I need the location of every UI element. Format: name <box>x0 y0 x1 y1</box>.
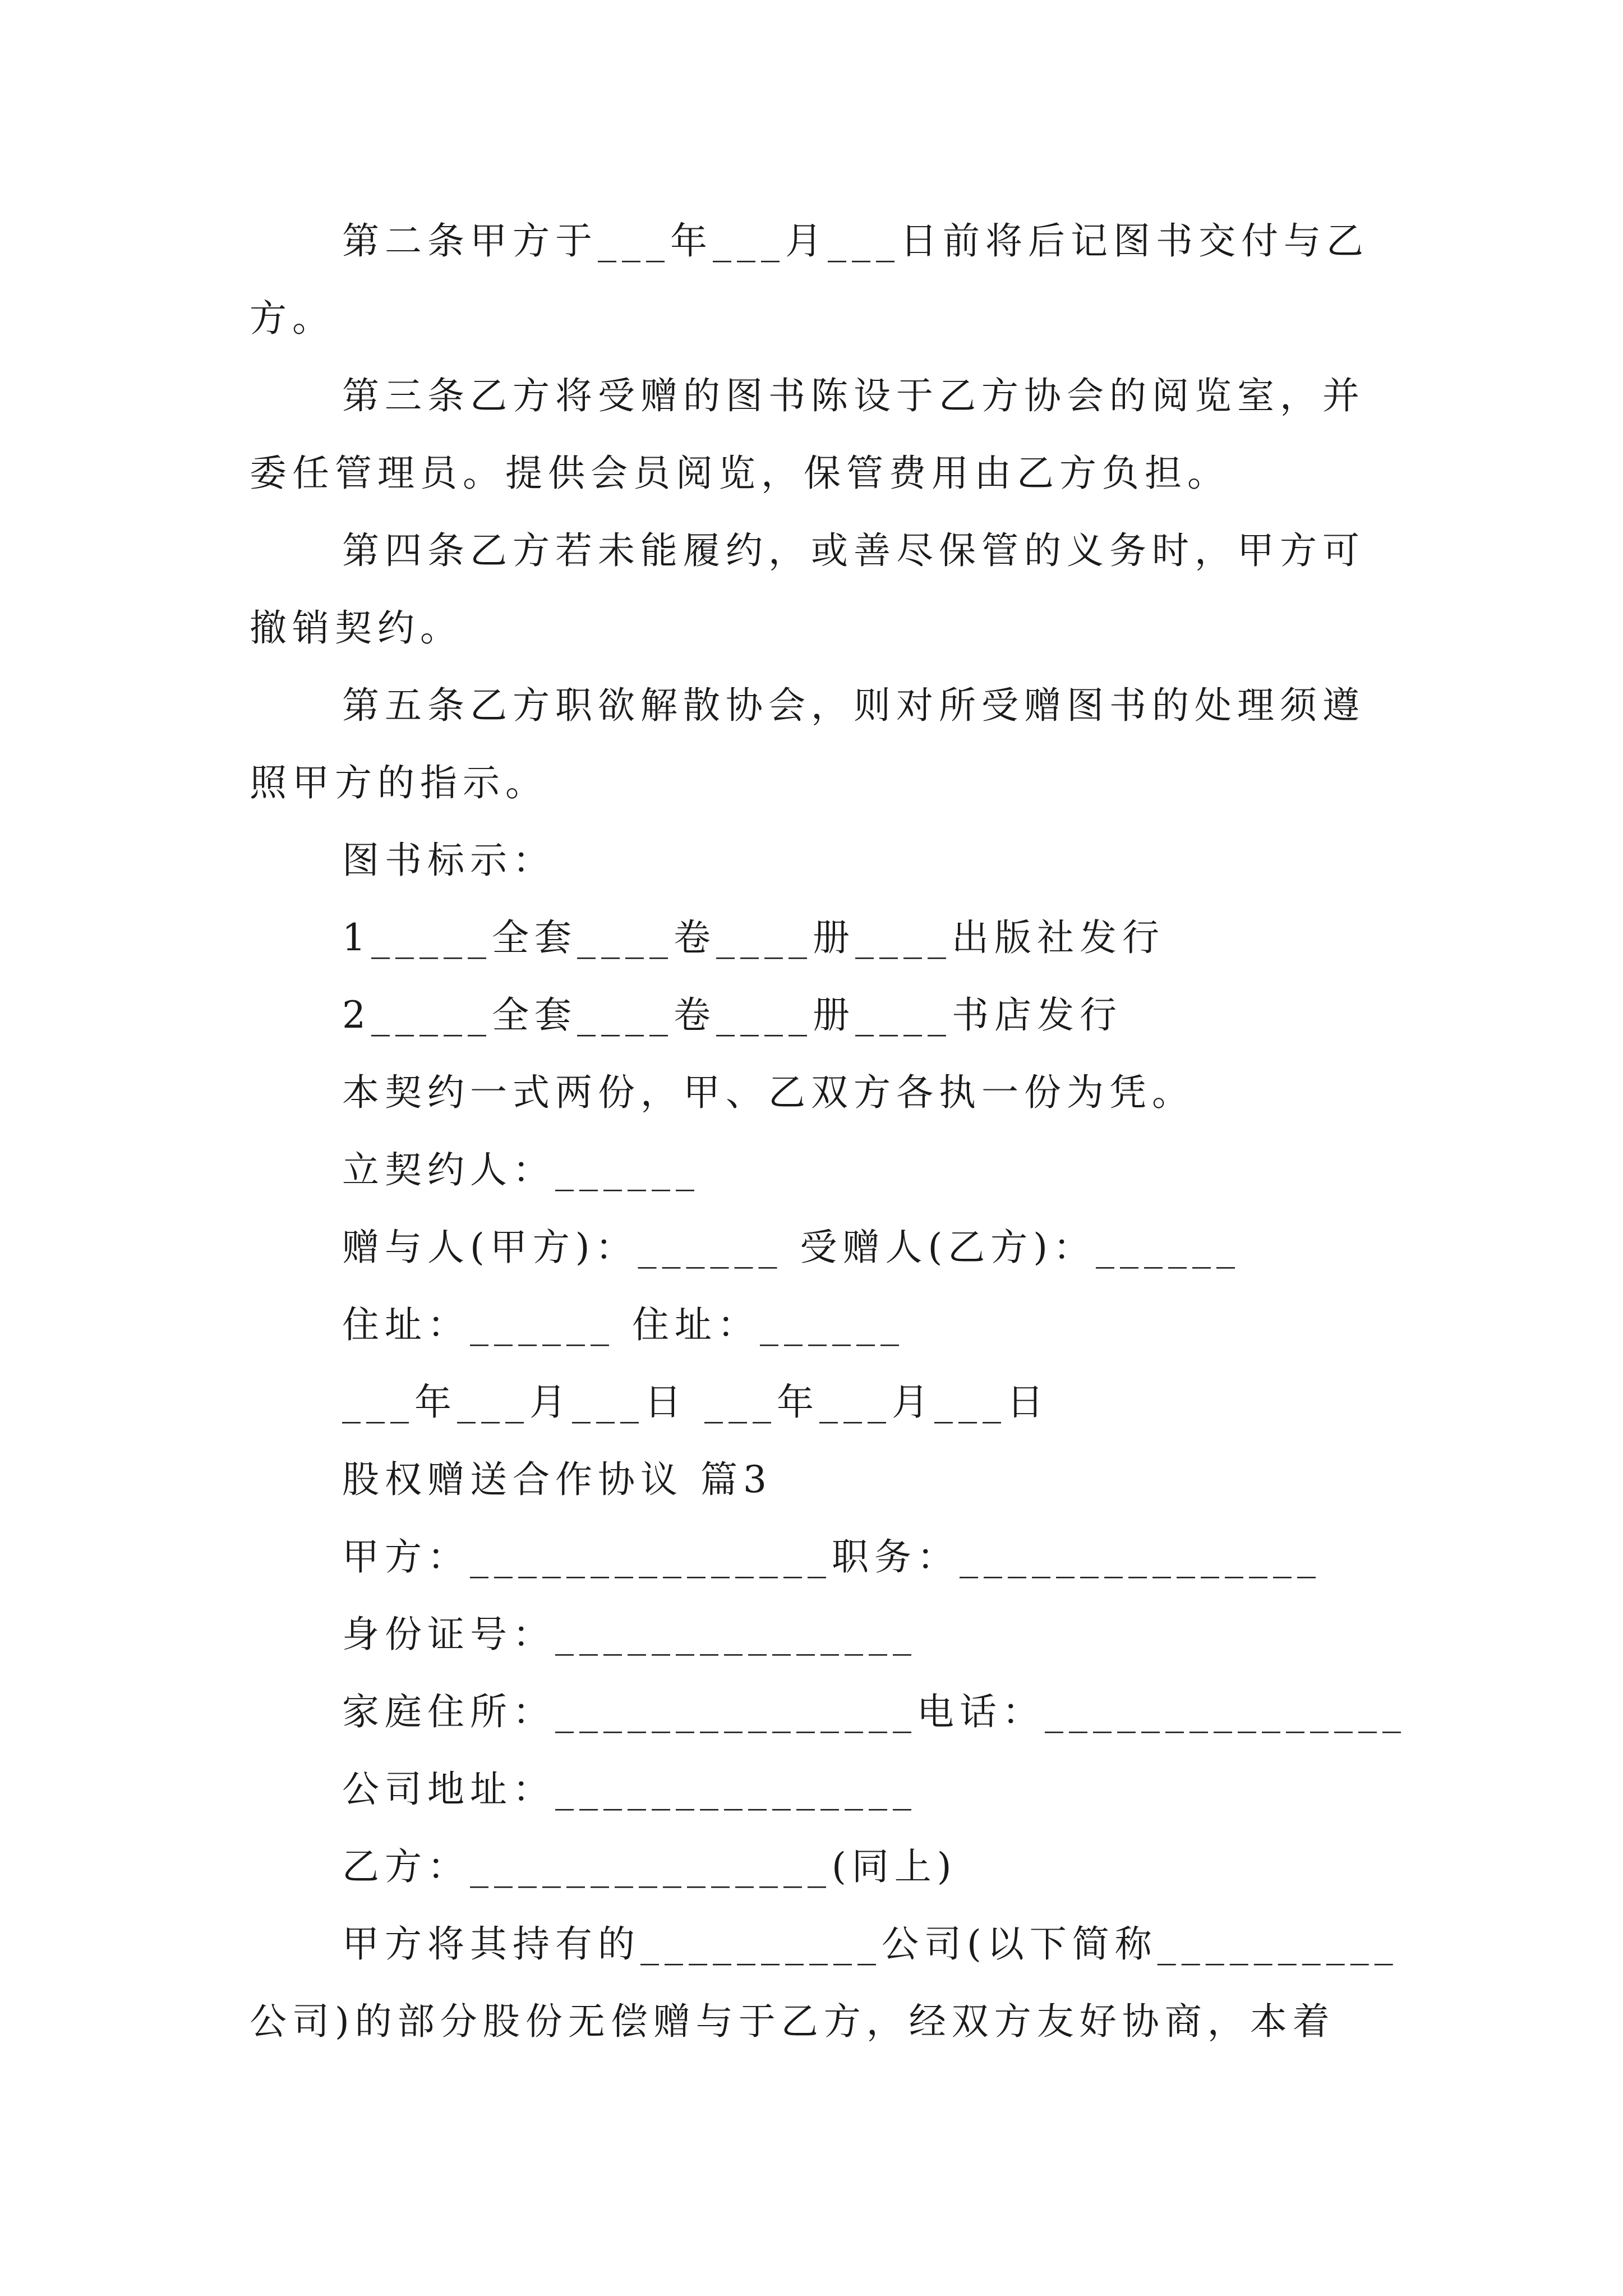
article-4-line-2: 撤销契约。 <box>250 606 463 650</box>
date-line: ___年___月___日 ___年___月___日 <box>342 1381 1049 1424</box>
article-3-line-1: 第三条乙方将受赠的图书陈设于乙方协会的阅览室，并 <box>342 374 1365 417</box>
book-list-item-2: 2_____全套____卷____册____书店发行 <box>342 993 1122 1037</box>
article-5-line-1: 第五条乙方职欲解散协会，则对所受赠图书的处理须遵 <box>342 684 1365 727</box>
id-number-line: 身份证号：_______________ <box>342 1613 917 1656</box>
home-address-line: 家庭住所：_______________电话：_______________ <box>342 1690 1407 1733</box>
party-b-line: 乙方：_______________(同上) <box>342 1845 957 1888</box>
book-list-heading: 图书标示： <box>342 839 555 882</box>
agreement-paragraph-line-1: 甲方将其持有的__________公司(以下简称__________ <box>342 1922 1399 1966</box>
book-list-item-1: 1_____全套____卷____册____出版社发行 <box>342 916 1165 959</box>
donor-recipient-line: 赠与人(甲方)：______ 受赠人(乙方)：______ <box>342 1226 1241 1269</box>
section-title: 股权赠送合作协议 篇3 <box>342 1458 772 1501</box>
copies-clause: 本契约一式两份，甲、乙双方各执一份为凭。 <box>342 1071 1195 1114</box>
article-4-line-1: 第四条乙方若未能履约，或善尽保管的义务时，甲方可 <box>342 529 1365 572</box>
party-a-line: 甲方：_______________职务：_______________ <box>342 1535 1321 1579</box>
address-line: 住址：______ 住址：______ <box>342 1303 905 1346</box>
article-2-line-1: 第二条甲方于___年___月___日前将后记图书交付与乙 <box>342 219 1369 263</box>
company-address-line: 公司地址：_______________ <box>342 1768 917 1811</box>
article-2-line-2: 方。 <box>250 297 335 340</box>
article-3-line-2: 委任管理员。提供会员阅览，保管费用由乙方负担。 <box>250 452 1230 495</box>
agreement-paragraph-line-2: 公司)的部分股份无偿赠与于乙方，经双方友好协商，本着 <box>250 2000 1335 2043</box>
article-5-line-2: 照甲方的指示。 <box>250 761 548 804</box>
contractor-signature-line: 立契约人：______ <box>342 1148 700 1191</box>
